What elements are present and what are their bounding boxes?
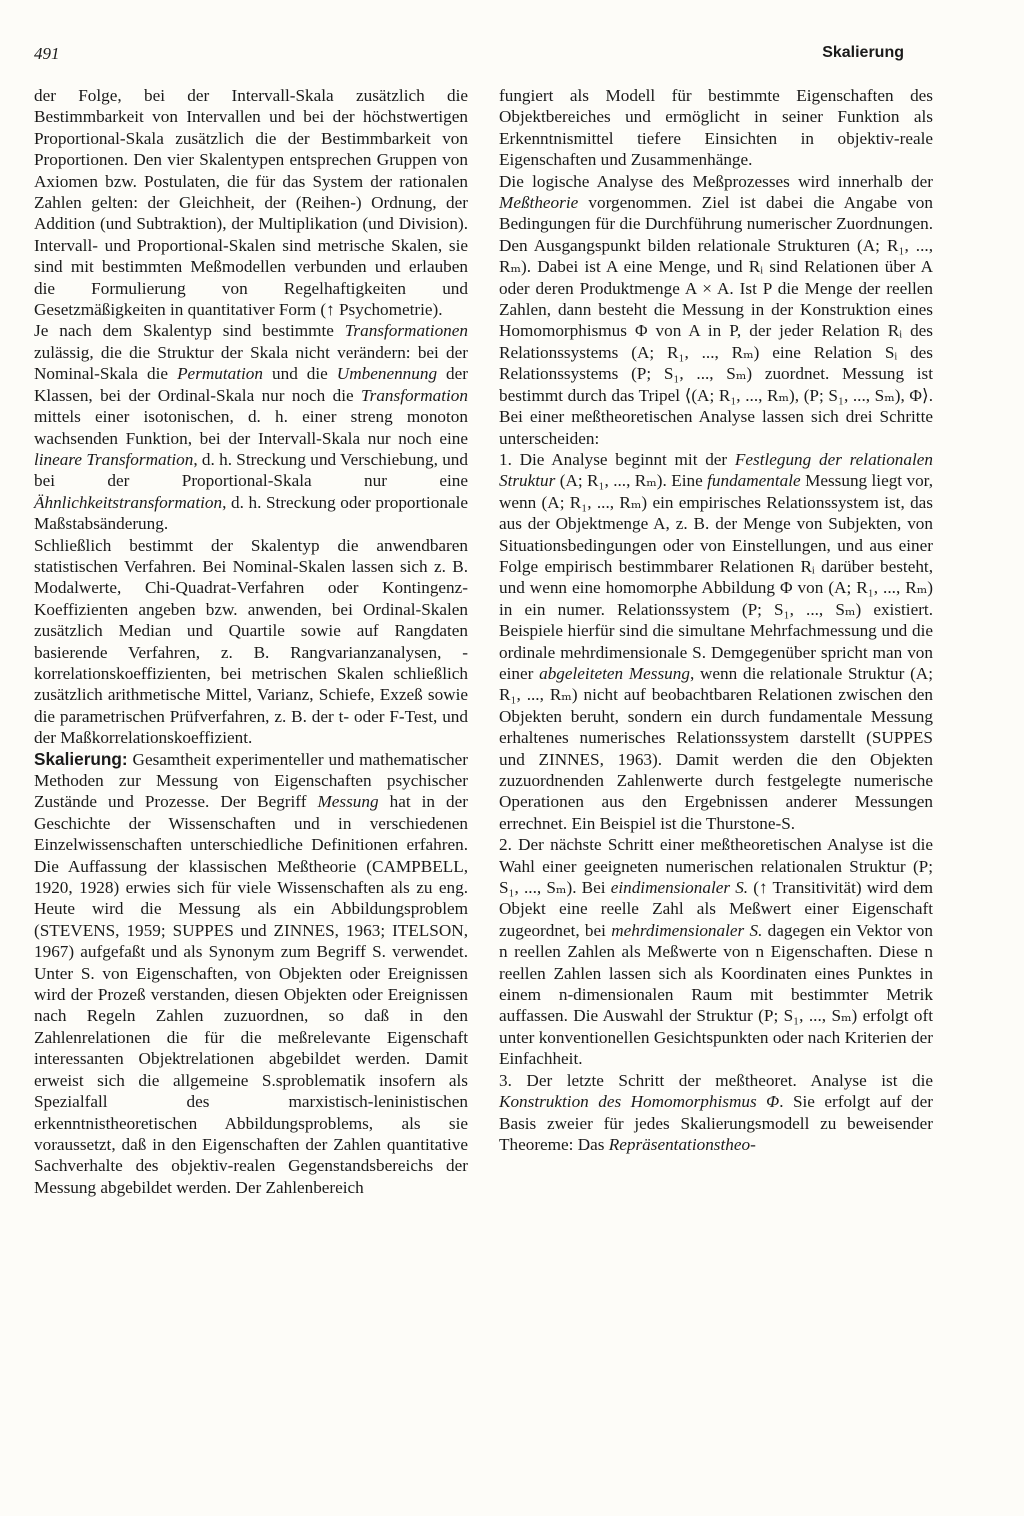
- paragraph: Die logische Analyse des Meßprozesses wird innerhalb der Meßtheorie vorgenommen. Ziel ist dabei die Angabe von Bedingungen für die Durchführung numerischer Zuordnungen. Den Ausgangspunkt bilden relationale Strukturen (A; R₁, ..., Rₘ). Dabei ist A eine Menge, und Rᵢ sind Relationen über A oder deren Produktmenge A × A. Ist P die Menge der reellen Zahlen, dann besteht die Messung in der Konstruktion eines Homomorphismus Φ von A in P, der jeder Relation Rᵢ des Relationssystems (A; R₁, ..., Rₘ) eine Relation Sᵢ des Relationssystems (P; S₁, ..., Sₘ) zuordnet. Messung ist bestimmt durch das Tripel ⟨(A; R₁, ..., Rₘ), (P; S₁, ..., Sₘ), Φ⟩. Bei einer meßtheoretischen Analyse lassen sich drei Schritte unterscheiden:: [499, 171, 933, 448]
- paragraph: Je nach dem Skalentyp sind bestimmte Transformationen zulässig, die die Struktur der Skala nicht verändern: bei der Nominal-Skala die Permutation und die Umbenennung der Klassen, bei der Ordinal-Skala nur noch die Transformation mittels einer isotonischen, d. h. einer streng monoton wachsenden Funktion, bei der Intervall-Skala nur noch eine lineare Transformation, d. h. Streckung und Verschiebung, und bei der Proportional-Skala nur eine Ähnlichkeitstransformation, d. h. Streckung oder proportionale Maßstabsänderung.: [34, 321, 468, 534]
- paragraph: 3. Der letzte Schritt der meßtheoret. Analyse ist die Konstruktion des Homomorphismus Φ. Sie erfolgt auf der Basis zweier für jedes Skalierungsmodell zu beweisender Theoreme: Das Repräsentationstheo-: [499, 1070, 934, 1154]
- right-column: [499, 85, 933, 1155]
- paragraph: 2. Der nächste Schritt einer meßtheoretischen Analyse ist die Wahl einer geeigneten numerischen relationalen Struktur (P; S₁, ..., Sₘ). Bei eindimensionaler S. (↑ Transitivität) wird dem Objekt eine reelle Zahl als Meßwert einer Eigenschaft zugeordnet, bei mehrdimensionaler S. dagegen ein Vektor von n reellen Zahlen als Meßwerte von n Eigenschaften. Diese n reellen Zahlen lassen sich als Koordinaten eines Punktes in einem n-dimensionalen Raum mit bestimmter Metrik auffassen. Die Auswahl der Struktur (P; S₁, ..., Sₘ) erfolgt oft unter konventionellen Gesichtspunkten oder nach Kriterien der Einfachheit.: [499, 835, 934, 1069]
- entry-term: Skalierung:: [34, 748, 128, 769]
- paragraph: Schließlich bestimmt der Skalentyp die anwendbaren statistischen Verfahren. Bei Nominal-Skalen lassen sich z. B. Modalwerte, Chi-Quadrat-Verfahren oder Kontingenz-Koeffizienten angeben bzw. anwenden, bei Ordinal-Skalen zusätzlich Median und Quartile sowie auf Rangdaten basierende Verfahren, z. B. Rangvarianzanalysen, -korrelationskoeffizienten, bei metrischen Skalen schließlich zusätzlich arithmetische Mittel, Varianz, Schiefe, Exzeß sowie die parametrischen Prüfverfahren, z. B. der t- oder F-Test, und der Maßkorrelationskoeffizient.: [34, 535, 468, 748]
- page-number: 491: [34, 44, 60, 63]
- running-head: Skalierung: [822, 44, 904, 61]
- entry-skalierung: Skalierung: Gesamtheit experimenteller und mathematischer Methoden zur Messung von Eigenschaften psychischer Zustände und Prozesse. Der Begriff Messung hat in der Geschichte der Wissenschaften und in verschiedenen Einzelwissenschaften unterschiedliche Definitionen erfahren. Die Auffassung der klassischen Meßtheorie (CAMPBELL, 1920, 1928) erwies sich für viele Wissenschaften als zu eng. Heute wird die Messung als ein Abbildungsproblem (STEVENS, 1959; SUPPES und ZINNES, 1963; ITELSON, 1967) aufgefaßt und als Synonym zum Begriff S. verwendet. Unter S. von Eigenschaften, von Objekten oder Ereignissen wird der Prozeß verstanden, diesen Objekten oder Ereignissen nach Regeln Zahlen zuzuordnen, so daß in den Zahlenrelationen die für die meßrelevante Eigenschaft interessanten Objektrelationen abgebildet werden. Damit erweist sich die allgemeine S.sproblematik insofern als Spezialfall des marxistisch-leninistischen erkenntnistheoretischen Abbildungsproblems, als sie voraussetzt, daß in den Eigenschaften der Zahlen quantitative Sachverhalte des objektiv-realen Gegenstandsbereichs der Messung abgebildet werden. Der Zahlenbereich: [34, 748, 468, 1197]
- paragraph: der Folge, bei der Intervall-Skala zusätzlich die Bestimmbarkeit von Intervallen und bei der höchstwertigen Proportional-Skala zusätzlich die der Bestimmbarkeit von Proportionen. Den vier Skalentypen entsprechen Gruppen von Axiomen bzw. Postulaten, die für das System der rationalen Zahlen gelten: der Gleichheit, der (Reihen-) Ordnung, der Addition (und Subtraktion), der Multiplikation (und Division). Intervall- und Proportional-Skalen sind metrische Skalen, sie sind mit bestimmten Meßmodellen verbunden und erlauben die Formulierung von Regelhaftigkeiten und Gesetzmäßigkeiten in quantitativer Form (↑ Psychometrie).: [34, 86, 468, 320]
- paragraph: fungiert als Modell für bestimmte Eigenschaften des Objektbereiches und ermöglicht in seiner Funktion als Erkenntnismittel tiefere Einsichten in objektiv-reale Eigenschaften und Zusammenhänge.: [499, 86, 933, 170]
- left-column: [34, 85, 468, 1198]
- paragraph: 1. Die Analyse beginnt mit der Festlegung der relationalen Struktur (A; R₁, ..., Rₘ). Eine fundamentale Messung liegt vor, wenn (A; R₁, ..., Rₘ) ein empirisches Relationssystem ist, das aus der Objektmenge A, z. B. der Menge von Subjekten, von Situationsbedingungen oder von Einstellungen, und aus einer Folge empirisch bestimmbarer Relationen Rᵢ darüber besteht, und wenn eine homomorphe Abbildung Φ von (A; R₁, ..., Rₘ) in ein numer. Relationssystem (P; S₁, ..., Sₘ) existiert. Beispiele hierfür sind die simultane Mehrfachmessung und die ordinale mehrdimensionale S. Demgegenüber spricht man von einer abgeleiteten Messung, wenn die relationale Struktur (A; R₁, ..., Rₘ) nicht auf beobachtbaren Relationen zwischen den Objekten beruht, sondern ein durch fundamentale Messung erhaltenes numerisches Relationssystem darstellt (SUPPES und ZINNES, 1963). Damit werden die den Objekten zuzuordnenden Zahlenwerte durch festgelegte numerische Operationen aus den Ergebnissen anderer Messungen errechnet. Ein Beispiel ist die Thurstone-S.: [499, 449, 934, 833]
